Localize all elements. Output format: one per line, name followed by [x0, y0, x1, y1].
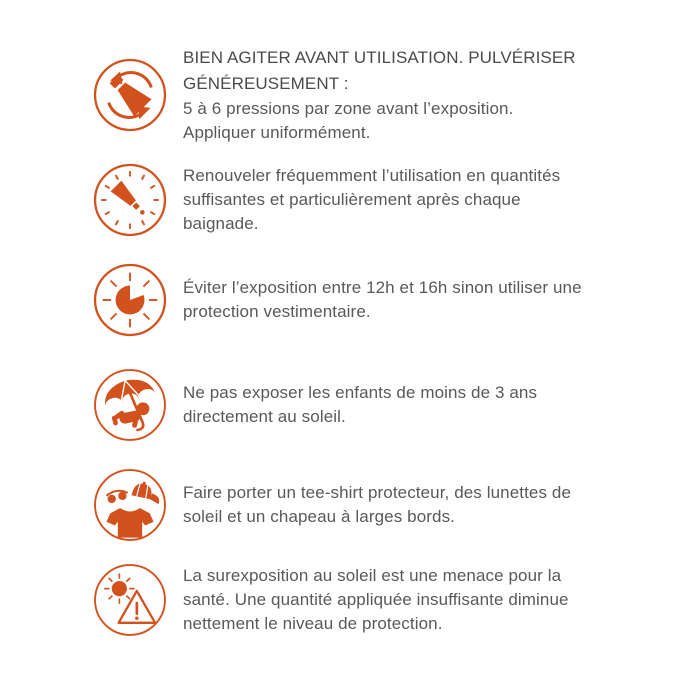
instruction-body-line: La surexposition au soleil est une menace pour la	[183, 566, 562, 585]
instruction-body-line: Ne pas exposer les enfants de moins de 3 ans	[183, 383, 538, 402]
instruction-body-line: santé. Une quantité appliquée insuffisante diminue	[183, 590, 569, 609]
instruction-body-line: nettement le niveau de protection.	[183, 614, 443, 633]
instruction-text	[183, 564, 679, 636]
instruction-row-reapply	[92, 162, 679, 238]
frequent-application-clock-icon	[92, 162, 168, 238]
instruction-row-children	[92, 367, 679, 443]
instruction-text	[183, 276, 679, 324]
instruction-row-midday	[92, 262, 679, 338]
instruction-row-clothing	[92, 467, 679, 543]
instruction-heading-line: GÉNÉREUSEMENT :	[183, 74, 349, 93]
instruction-body-line: suffisantes et particulièrement après chaque	[183, 190, 521, 209]
instruction-heading-line: BIEN AGITER AVANT UTILISATION. PULVÉRISER	[183, 48, 576, 67]
instruction-body-line: Renouveler fréquemment l’utilisation en quantités	[183, 166, 561, 185]
instruction-body-line: Faire porter un tee-shirt protecteur, des lunettes de	[183, 483, 572, 502]
instruction-text	[183, 381, 679, 429]
instruction-body-line: 5 à 6 pressions par zone avant l’exposition.	[183, 99, 514, 118]
instruction-text	[183, 481, 679, 529]
overexposure-warning-icon	[92, 562, 168, 638]
instruction-body-line: Appliquer uniformément.	[183, 123, 371, 142]
shake-spray-tube-icon	[92, 57, 168, 133]
no-children-sun-exposure-icon	[92, 367, 168, 443]
instruction-row-warning	[92, 562, 679, 638]
instruction-body-line: soleil et un chapeau à larges bords.	[183, 507, 455, 526]
protective-clothing-icon	[92, 467, 168, 543]
instruction-body-line: Éviter l’exposition entre 12h et 16h sinon utiliser une	[183, 278, 582, 297]
instruction-row-shake	[92, 45, 679, 145]
instruction-body-line: protection vestimentaire.	[183, 302, 371, 321]
instruction-text	[183, 45, 679, 145]
instruction-text	[183, 164, 679, 236]
instruction-body-line: directement au soleil.	[183, 407, 346, 426]
instruction-body-line: baignade.	[183, 214, 259, 233]
avoid-midday-sun-icon	[92, 262, 168, 338]
